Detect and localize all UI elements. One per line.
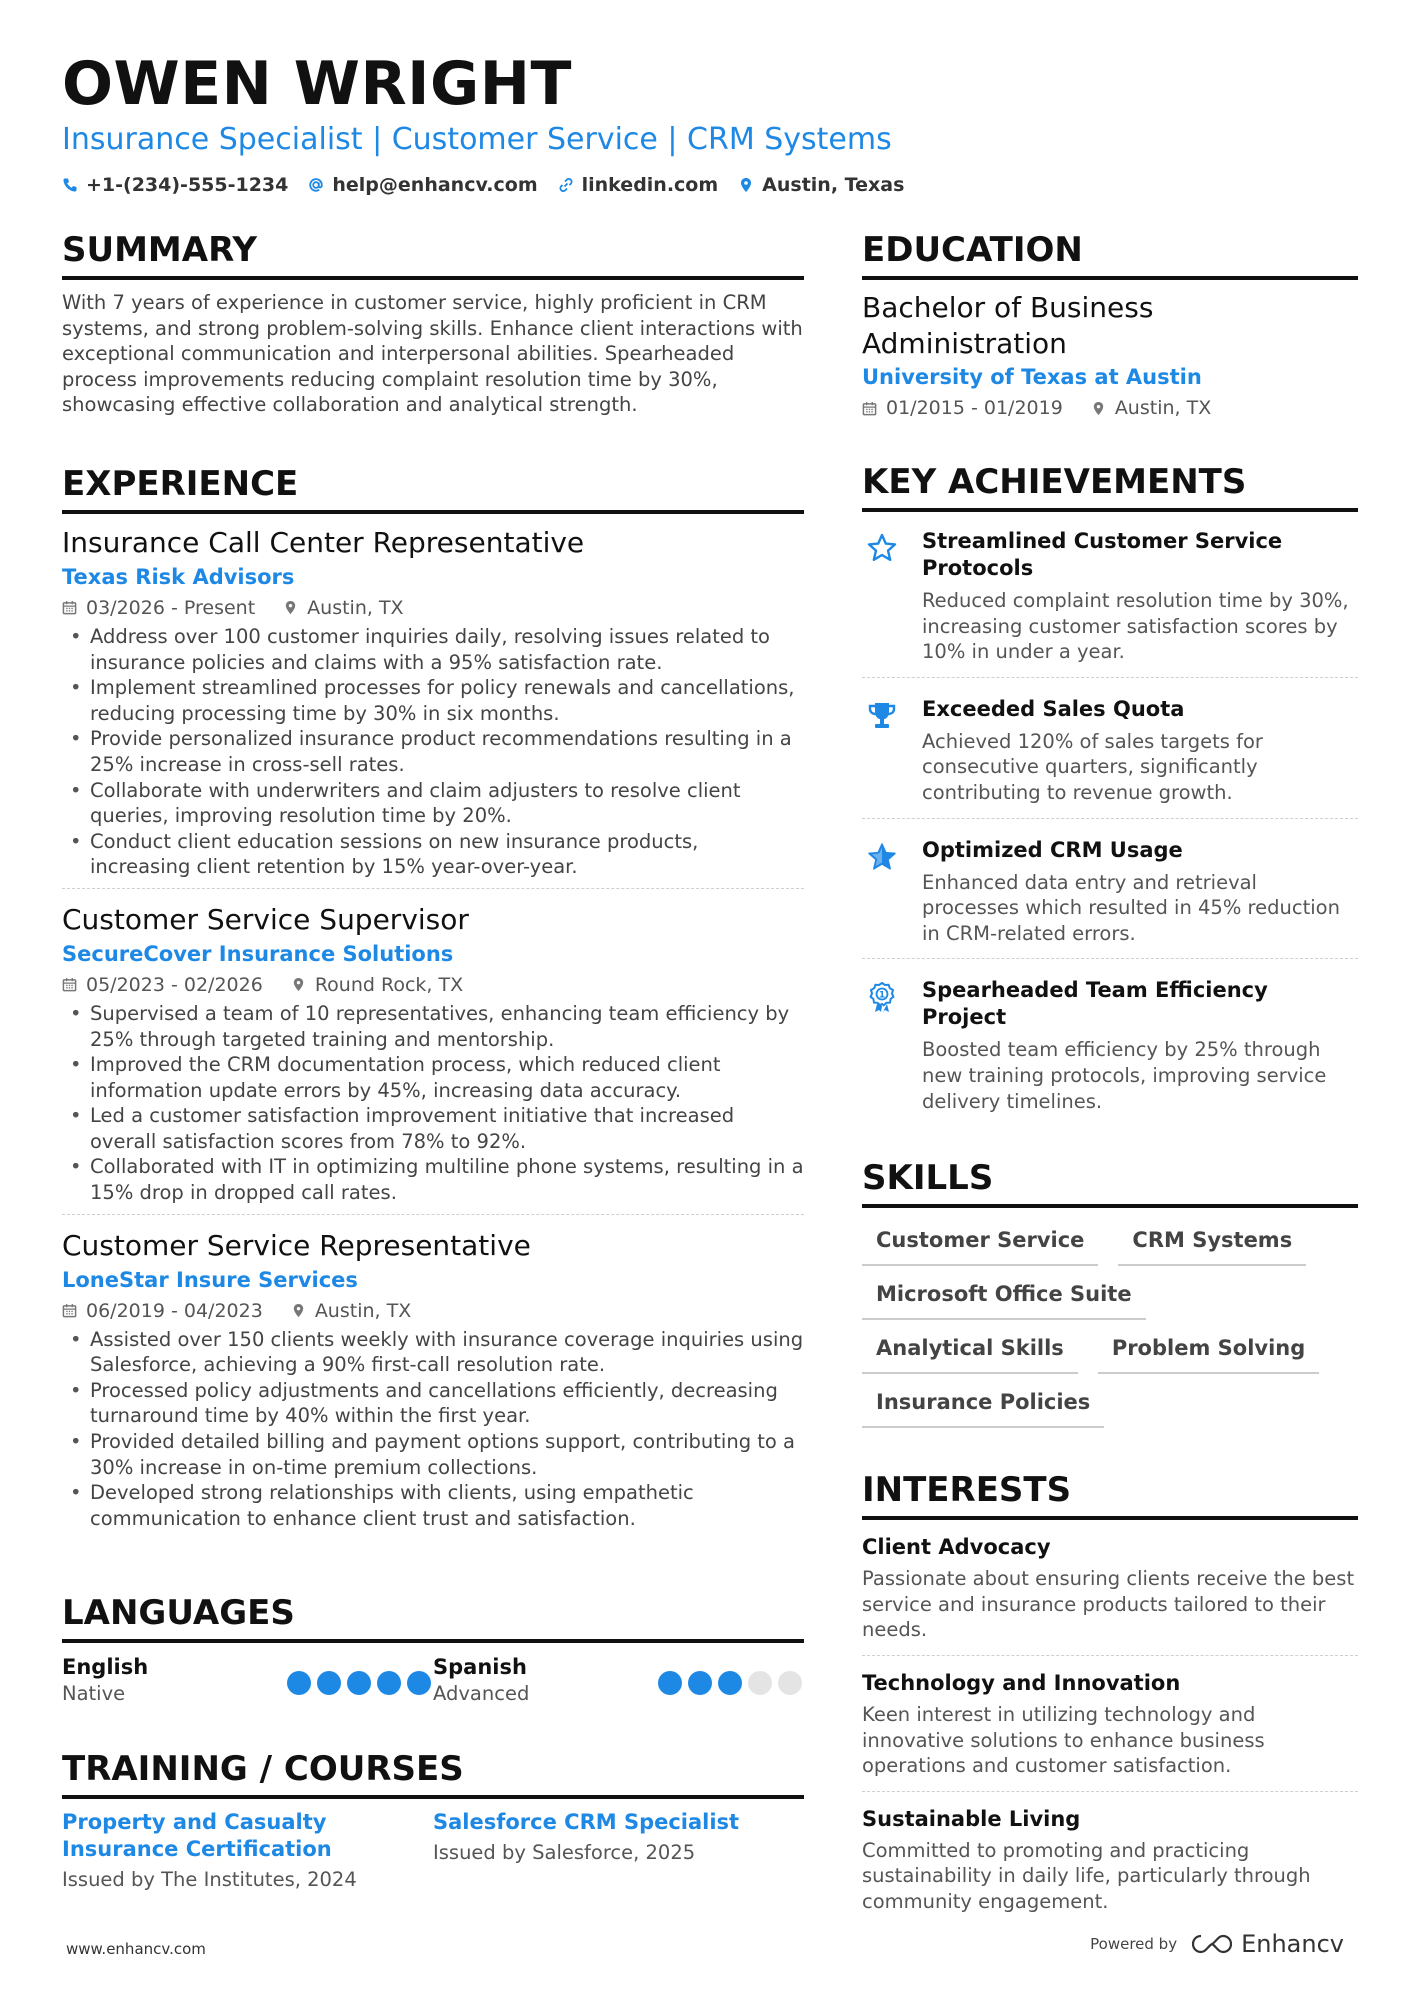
job-location	[291, 971, 463, 999]
interests-section	[862, 1468, 1358, 1926]
rating-dot	[718, 1671, 742, 1695]
rating-dot	[287, 1671, 311, 1695]
achievement-item	[862, 971, 1358, 1126]
training-item	[433, 1809, 804, 1897]
star-icon	[862, 837, 900, 947]
rating-dot	[658, 1671, 682, 1695]
skill-tag: CRM Systems	[1118, 1226, 1306, 1266]
job-bullet: • Conduct client education sessions on new insurance products, increasing client retention by 15% year-over-year.	[62, 829, 804, 880]
education-section	[862, 228, 1358, 422]
achievement-title: Optimized CRM Usage	[922, 837, 1183, 862]
footer-website[interactable]: www.enhancv.com	[66, 1940, 206, 1958]
training-item	[62, 1809, 433, 1897]
rating-dot	[748, 1671, 772, 1695]
interest-title: Client Advocacy	[862, 1535, 1051, 1560]
job-location	[283, 594, 403, 622]
job-meta	[62, 971, 804, 999]
job-bullet: • Implement streamlined processes for policy renewals and cancellations, reducing processing time by 30% in six months.	[62, 675, 804, 726]
job-company: Texas Risk Advisors	[62, 564, 295, 589]
achievement-desc: Enhanced data entry and retrieval processes which resulted in 45% reduction in CRM-related errors.	[922, 870, 1340, 945]
experience-section	[62, 462, 804, 1539]
skill-tag: Analytical Skills	[862, 1334, 1078, 1374]
achievement-title: Exceeded Sales Quota	[922, 696, 1185, 721]
job-meta	[62, 1297, 804, 1325]
enhancv-logo	[1191, 1930, 1344, 1958]
job-role: Customer Service Supervisor	[62, 902, 469, 936]
language-rating	[658, 1671, 802, 1707]
contact-email[interactable]	[308, 171, 537, 199]
calendar-icon	[62, 600, 77, 615]
achievement-item	[862, 690, 1358, 819]
job-bullet: • Improved the CRM documentation process, which reduced client information update errors by 45%, increasing data accuracy.	[62, 1052, 804, 1103]
education-location	[1091, 394, 1211, 422]
rating-dot	[778, 1671, 802, 1695]
job-bullet: • Provide personalized insurance product recommendations resulting in a 25% increase in cross-sell rates.	[62, 726, 804, 777]
training-section	[62, 1747, 804, 1897]
contact-linkedin-text: linkedin.com	[581, 174, 719, 196]
job-dates-text: 05/2023 - 02/2026	[86, 973, 263, 996]
candidate-name: OWEN WRIGHT	[62, 49, 572, 119]
experience-title: EXPERIENCE	[62, 462, 804, 514]
job-location-text: Round Rock, TX	[314, 973, 464, 996]
language-name: Spanish	[433, 1655, 527, 1680]
job-bullet: • Led a customer satisfaction improvement initiative that increased overall satisfaction scores from 78% to 92%.	[62, 1103, 804, 1154]
job-meta	[62, 594, 804, 622]
job-role: Customer Service Representative	[62, 1228, 531, 1262]
achievement-item	[862, 522, 1358, 678]
enhancv-brand-text: Enhancv	[1241, 1930, 1344, 1958]
skills-section	[862, 1156, 1358, 1428]
training-list	[62, 1809, 804, 1897]
achievement-title: Spearheaded Team Efficiency Project	[922, 978, 1268, 1030]
enhancv-logo-icon	[1191, 1932, 1233, 1956]
job-bullet: • Address over 100 customer inquiries daily, resolving issues related to insurance policies and claims with a 95% satisfaction rate.	[62, 624, 804, 675]
interest-title: Technology and Innovation	[862, 1670, 1181, 1695]
job-company: LoneStar Insure Services	[62, 1267, 358, 1292]
rating-dot	[377, 1671, 401, 1695]
achievements-section	[862, 460, 1358, 1126]
skill-tag: Insurance Policies	[862, 1388, 1104, 1428]
interest-desc: Keen interest in utilizing technology and innovative solutions to enhance business operations and customer satisfaction.	[862, 1702, 1265, 1778]
location-icon	[1091, 401, 1106, 416]
training-name: Salesforce CRM Specialist	[433, 1810, 740, 1835]
job-location-text: Austin, TX	[307, 596, 404, 619]
language-level: Advanced	[433, 1682, 530, 1706]
job-entry	[62, 1227, 804, 1540]
summary-section	[62, 228, 804, 418]
rating-dot	[317, 1671, 341, 1695]
right-column	[862, 228, 1358, 1970]
training-issuer: Issued by Salesforce, 2025	[433, 1841, 696, 1865]
language-level: Native	[62, 1682, 126, 1706]
achievement-desc: Achieved 120% of sales targets for consecutive quarters, significantly contributing to revenue growth.	[922, 729, 1263, 804]
job-bullet: • Collaborated with IT in optimizing multiline phone systems, resulting in a 15% drop in dropped call rates.	[62, 1154, 804, 1205]
footer-branding[interactable]	[1090, 1930, 1344, 1958]
skill-tag: Customer Service	[862, 1226, 1098, 1266]
star-outline-icon	[862, 528, 900, 665]
language-item	[62, 1653, 433, 1707]
svg-text:1: 1	[878, 990, 886, 1001]
location-icon	[283, 600, 298, 615]
language-name: English	[62, 1655, 149, 1680]
interest-title: Sustainable Living	[862, 1806, 1081, 1831]
languages-section	[62, 1591, 804, 1707]
language-item	[433, 1653, 804, 1707]
location-icon	[291, 1303, 306, 1318]
job-entry	[62, 524, 804, 889]
left-column	[62, 228, 804, 1941]
interest-desc: Committed to promoting and practicing sustainability in daily life, particularly through community engagement.	[862, 1838, 1311, 1913]
interest-item	[862, 1530, 1358, 1656]
job-dates	[62, 971, 263, 999]
contact-linkedin[interactable]	[558, 171, 719, 199]
education-location-text: Austin, TX	[1114, 397, 1212, 419]
interest-desc: Passionate about ensuring clients receive the best service and insurance products tailored to their needs.	[862, 1567, 1355, 1642]
job-location	[291, 1297, 411, 1325]
job-dates-text: 06/2019 - 04/2023	[86, 1299, 263, 1322]
education-dates-text: 01/2015 - 01/2019	[886, 397, 1063, 419]
job-bullets	[62, 1001, 804, 1206]
contact-phone[interactable]	[62, 171, 288, 199]
education-meta	[862, 394, 1358, 422]
job-bullet: • Collaborate with underwriters and claim adjusters to resolve client queries, improving resolution time by 20%.	[62, 778, 804, 829]
training-name: Property and Casualty Insurance Certification	[62, 1810, 332, 1862]
contact-email-text: help@enhancv.com	[332, 174, 538, 196]
interest-item	[862, 1802, 1358, 1927]
calendar-icon	[62, 1303, 77, 1318]
job-dates-text: 03/2026 - Present	[86, 596, 256, 619]
rating-dot	[688, 1671, 712, 1695]
job-bullet: • Developed strong relationships with clients, using empathetic communication to enhance client trust and satisfaction.	[62, 1480, 804, 1531]
job-dates	[62, 1297, 263, 1325]
education-dates	[862, 394, 1063, 422]
languages-list	[62, 1653, 804, 1707]
job-company: SecureCover Insurance Solutions	[62, 941, 454, 966]
contact-bar	[62, 171, 904, 199]
education-school: University of Texas at Austin	[862, 365, 1202, 389]
link-icon	[558, 177, 574, 193]
achievement-item	[862, 831, 1358, 960]
headline: Insurance Specialist | Customer Service | CRM Systems	[62, 122, 892, 157]
job-bullets	[62, 1327, 804, 1532]
skills-title: SKILLS	[862, 1156, 1358, 1208]
achievement-title: Streamlined Customer Service Protocols	[922, 529, 1283, 580]
languages-title: LANGUAGES	[62, 1591, 804, 1643]
interests-title: INTERESTS	[862, 1468, 1358, 1520]
achievement-desc: Boosted team efficiency by 25% through new training protocols, improving service delivery timelines.	[922, 1038, 1327, 1113]
at-icon	[308, 177, 324, 193]
education-degree: Bachelor of Business Administration	[862, 291, 1154, 360]
skill-tag: Microsoft Office Suite	[862, 1280, 1146, 1320]
language-rating	[287, 1671, 431, 1707]
calendar-icon	[62, 977, 77, 992]
job-bullets	[62, 624, 804, 880]
location-icon	[291, 977, 306, 992]
contact-location	[738, 171, 904, 199]
calendar-icon	[862, 401, 877, 416]
achievement-desc: Reduced complaint resolution time by 30%, increasing customer satisfaction scores by 10% in under a year.	[922, 589, 1349, 664]
job-bullet: • Supervised a team of 10 representatives, enhancing team efficiency by 25% through targeted training and mentorship.	[62, 1001, 804, 1052]
interest-item	[862, 1666, 1358, 1792]
job-bullet: • Processed policy adjustments and cancellations efficiently, decreasing turnaround time by 40% within the first year.	[62, 1378, 804, 1429]
job-entry	[62, 901, 804, 1215]
job-role: Insurance Call Center Representative	[62, 525, 585, 559]
summary-title: SUMMARY	[62, 228, 804, 280]
job-location-text: Austin, TX	[314, 1299, 412, 1322]
education-title: EDUCATION	[862, 228, 1358, 280]
skill-tag: Problem Solving	[1098, 1334, 1319, 1374]
phone-icon	[62, 177, 78, 193]
contact-location-text: Austin, Texas	[762, 174, 905, 196]
job-dates	[62, 594, 255, 622]
trophy-icon	[862, 696, 900, 806]
rating-dot	[407, 1671, 431, 1695]
job-bullet: • Provided detailed billing and payment options support, contributing to a 30% increase in on-time premium collections.	[62, 1429, 804, 1480]
award-badge-icon	[862, 977, 900, 1114]
rating-dot	[347, 1671, 371, 1695]
summary-text: With 7 years of experience in customer service, highly proficient in CRM systems, and strong problem-solving skills. Enhance client interactions with exceptional communication and interpersonal abilities. Spearheaded process improvements reducing complaint resolution time by 30%, showcasing effective collaboration and analytical strength.	[62, 291, 803, 417]
training-issuer: Issued by The Institutes, 2024	[62, 1868, 357, 1892]
training-title: TRAINING / COURSES	[62, 1747, 804, 1799]
job-bullet: • Assisted over 150 clients weekly with insurance coverage inquiries using Salesforce, achieving a 90% first-call resolution rate.	[62, 1327, 804, 1378]
location-icon	[738, 177, 754, 193]
skills-list	[862, 1226, 1358, 1428]
powered-by-label: Powered by	[1090, 1935, 1178, 1953]
achievements-title: KEY ACHIEVEMENTS	[862, 460, 1358, 512]
contact-phone-text: +1-(234)-555-1234	[86, 174, 289, 196]
